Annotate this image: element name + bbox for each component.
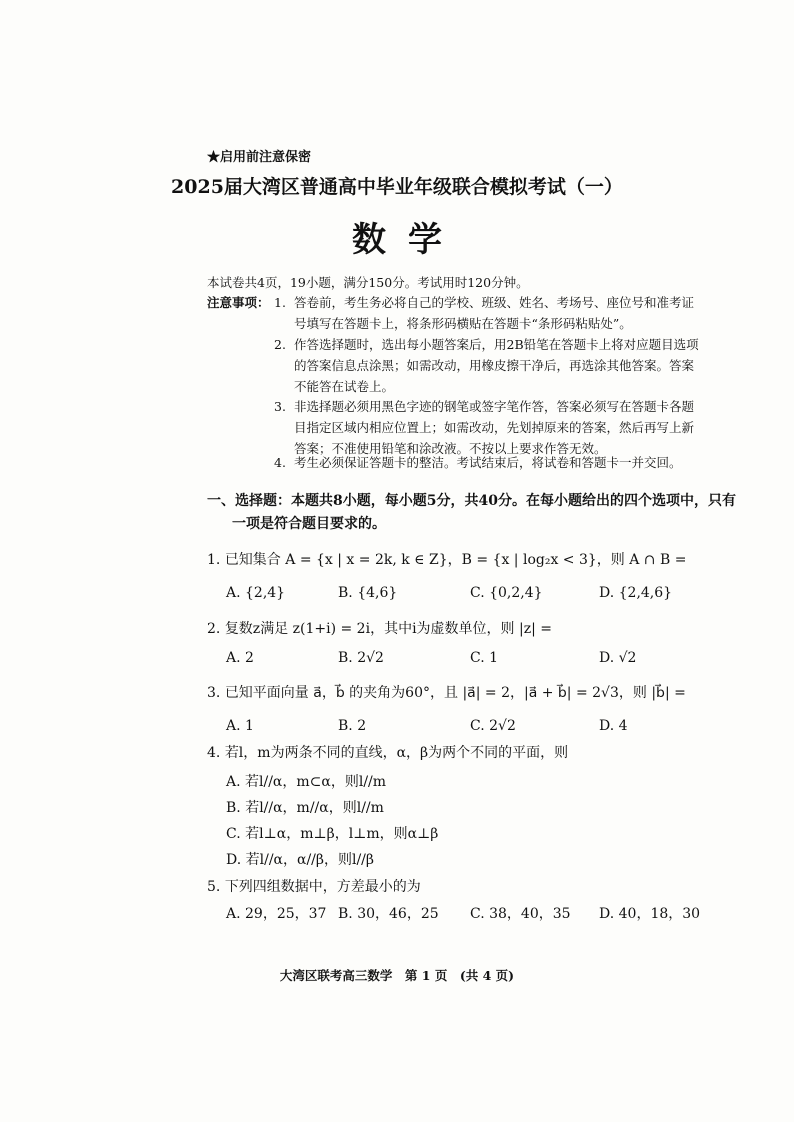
option-a: A. 2 — [226, 650, 254, 666]
note-number: 2. — [274, 337, 286, 352]
subject-title: 数学 — [352, 220, 464, 260]
option-b: B. {4,6} — [338, 585, 398, 601]
option-d: D. 若l//α，α//β，则l//β — [226, 852, 374, 868]
option-b: B. 2 — [338, 718, 367, 734]
option-d: D. {2,4,6} — [599, 585, 673, 601]
page-footer: 大湾区联考高三数学 第 1 页 (共 4 页) — [279, 968, 515, 983]
question-number: 4. — [207, 745, 221, 761]
question-text: 下列四组数据中，方差最小的为 — [224, 879, 421, 895]
note-line: 目指定区域内相应位置上；如需改动，先划掉原来的答案，然后再写上新 — [294, 420, 695, 435]
option-b: B. 若l//α，m//α，则l//m — [226, 800, 384, 816]
question-text: 已知集合 A = {x | x = 2k, k ∈ Z}，B = {x | log₂x < 3}，则 A ∩ B = — [224, 552, 687, 568]
note-number: 3. — [274, 399, 286, 414]
notes-label: 注意事项： — [207, 295, 270, 310]
section-heading-cont: 一项是符合题目要求的。 — [232, 516, 386, 532]
option-d: D. √2 — [599, 650, 637, 666]
note-line: 作答选择题时，选出每小题答案后，用2B铅笔在答题卡上将对应题目选项 — [294, 337, 699, 352]
question-1 — [207, 549, 686, 569]
question-text: 复数z满足 z(1+i) = 2i，其中i为虚数单位，则 |z| = — [224, 621, 552, 637]
option-b: B. 2√2 — [338, 650, 384, 666]
option-c: C. 1 — [470, 650, 499, 666]
question-number: 2. — [207, 621, 221, 637]
note-line: 考生必须保证答题卡的整洁。考试结束后，将试卷和答题卡一并交回。 — [294, 455, 682, 470]
option-c: C. {0,2,4} — [470, 585, 543, 601]
option-a: A. 若l//α，m⊂α，则l//m — [226, 774, 387, 790]
option-c: C. 2√2 — [470, 718, 516, 734]
option-d: D. 40，18，30 — [599, 906, 701, 922]
note-line: 的答案信息点涂黑；如需改动，用橡皮擦干净后，再选涂其他答案。答案 — [294, 358, 695, 373]
option-d: D. 4 — [599, 718, 628, 734]
note-line: 答案；不准使用铅笔和涂改液。不按以上要求作答无效。 — [294, 441, 607, 456]
question-3 — [207, 682, 686, 702]
question-2 — [207, 618, 552, 638]
note-line: 非选择题必须用黑色字迹的钢笔或签字笔作答，答案必须写在答题卡各题 — [294, 399, 695, 414]
option-b: B. 30，46，25 — [338, 906, 439, 922]
section-heading: 一、选择题：本题共8小题，每小题5分，共40分。在每小题给出的四个选项中，只有 — [207, 493, 736, 509]
option-a: A. 29，25，37 — [226, 906, 327, 922]
question-number: 5. — [207, 879, 221, 895]
option-a: A. 1 — [226, 718, 254, 734]
question-number: 3. — [207, 685, 221, 701]
question-text: 若l，m为两条不同的直线，α，β为两个不同的平面，则 — [224, 745, 569, 761]
confidential-notice: ★启用前注意保密 — [207, 150, 312, 165]
note-line: 答卷前，考生务必将自己的学校、班级、姓名、考场号、座位号和准考证 — [294, 295, 695, 310]
question-4 — [207, 742, 568, 762]
exam-intro: 本试卷共4页，19小题，满分150分。考试用时120分钟。 — [207, 275, 529, 290]
note-number: 1. — [274, 295, 286, 310]
question-number: 1. — [207, 552, 221, 568]
option-c: C. 若l⊥α，m⊥β，l⊥m，则α⊥β — [226, 826, 439, 842]
option-c: C. 38，40，35 — [470, 906, 571, 922]
question-5 — [207, 876, 421, 896]
question-text: 已知平面向量 a⃗，b⃗ 的夹角为60°，且 |a⃗| = 2，|a⃗ + b⃗| = 2√3，则 |b⃗| = — [224, 685, 686, 701]
note-line: 不能答在试卷上。 — [294, 379, 395, 394]
exam-title: 2025届大湾区普通高中毕业年级联合模拟考试（一） — [171, 176, 623, 198]
option-a: A. {2,4} — [226, 585, 286, 601]
note-line: 号填写在答题卡上，将条形码横贴在答题卡“条形码粘贴处”。 — [294, 316, 632, 331]
note-number: 4. — [274, 455, 286, 470]
